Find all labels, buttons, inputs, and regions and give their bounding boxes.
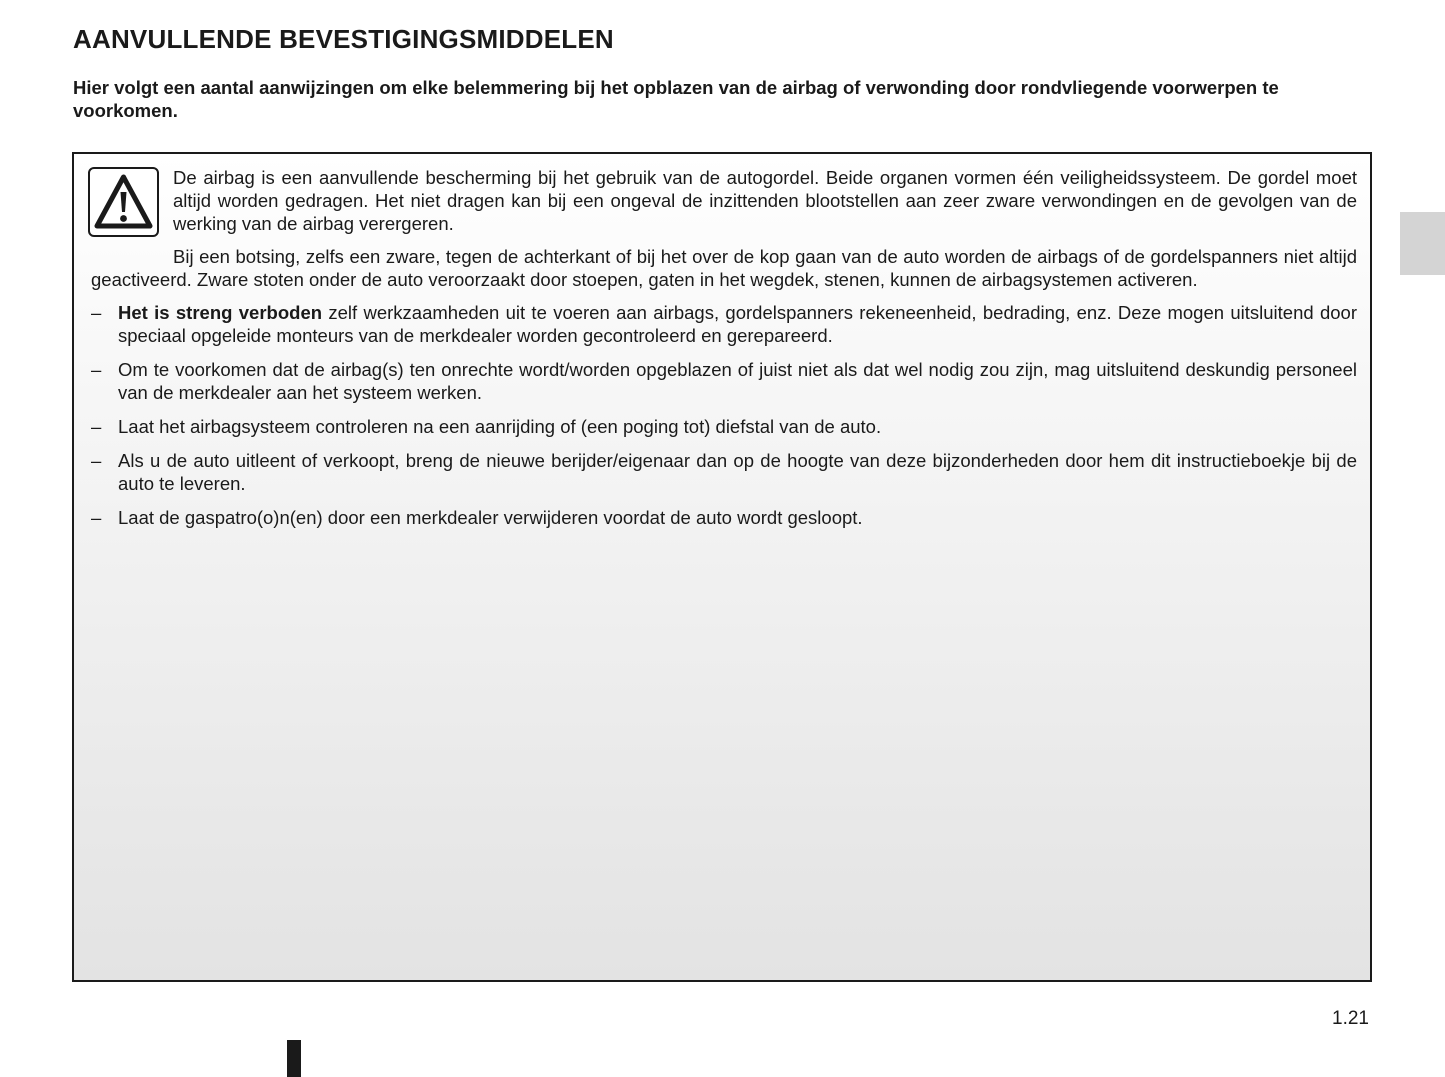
list-item-text: Om te voorkomen dat de airbag(s) ten onrechte wordt/worden opgeblazen of juist niet als dat wel nodig zou zijn, mag uitsluitend deskundig personeel van de merkdealer aan het systeem werken. — [118, 359, 1357, 403]
bold-emphasis: Het is streng verboden — [118, 302, 323, 323]
list-item-text: Als u de auto uitleent of verkoopt, breng de nieuwe berijder/eigenaar dan op de hoogte van deze bijzonderheden door hem dit instructieboekje bij de auto te leveren. — [118, 450, 1357, 494]
list-item-text: Laat het airbagsysteem controleren na een aanrijding of (een poging tot) diefstal van de auto. — [118, 416, 882, 437]
list-item — [91, 301, 1357, 347]
warning-text — [91, 166, 1357, 540]
page-number: 1.21 — [1332, 1008, 1369, 1029]
list-item — [91, 358, 1357, 404]
page-title: AANVULLENDE BEVESTIGINGSMIDDELEN — [73, 24, 614, 54]
warning-paragraph-1: De airbag is een aanvullende bescherming bij het gebruik van de autogordel. Beide organen vormen één veiligheidssysteem. De gordel moet altijd worden gedragen. Het niet dragen kan bij een ongeval de inzittenden blootstellen aan zeer zware verwondingen en de gevolgen van de werking van de airbag verergeren. — [173, 167, 1357, 234]
list-item — [91, 449, 1357, 495]
chapter-tab — [1400, 212, 1445, 275]
list-dash: – — [91, 359, 102, 380]
intro-paragraph: Hier volgt een aantal aanwijzingen om elke belemmering bij het opblazen van de airbag of verwonding door rondvliegende voorwerpen te voorkomen. — [73, 77, 1279, 121]
warning-paragraph-2: Bij een botsing, zelfs een zware, tegen de achterkant of bij het over de kop gaan van de auto worden de airbags of de gordelspanners niet altijd geactiveerd. Zware stoten onder de auto veroorzaakt door stoepen, gaten in het wegdek, stenen, kunnen de airbagsystemen activeren. — [91, 246, 1357, 290]
list-dash: – — [91, 416, 102, 437]
warning-box — [72, 152, 1372, 982]
list-item — [91, 415, 1357, 438]
list-item — [91, 506, 1357, 529]
print-mark — [287, 1040, 301, 1077]
warning-list — [91, 301, 1357, 529]
list-dash: – — [91, 507, 102, 528]
list-item-text: Laat de gaspatro(o)n(en) door een merkdealer verwijderen voordat de auto wordt gesloopt. — [118, 507, 863, 528]
list-item-text: zelf werkzaamheden uit te voeren aan airbags, gordelspanners rekeneenheid, bedrading, enz. Deze mogen uitsluitend door speciaal opgeleide monteurs van de merkdealer worden gecontroleerd en gerepareerd. — [118, 302, 1358, 346]
list-dash: – — [91, 302, 102, 323]
list-dash: – — [91, 450, 102, 471]
